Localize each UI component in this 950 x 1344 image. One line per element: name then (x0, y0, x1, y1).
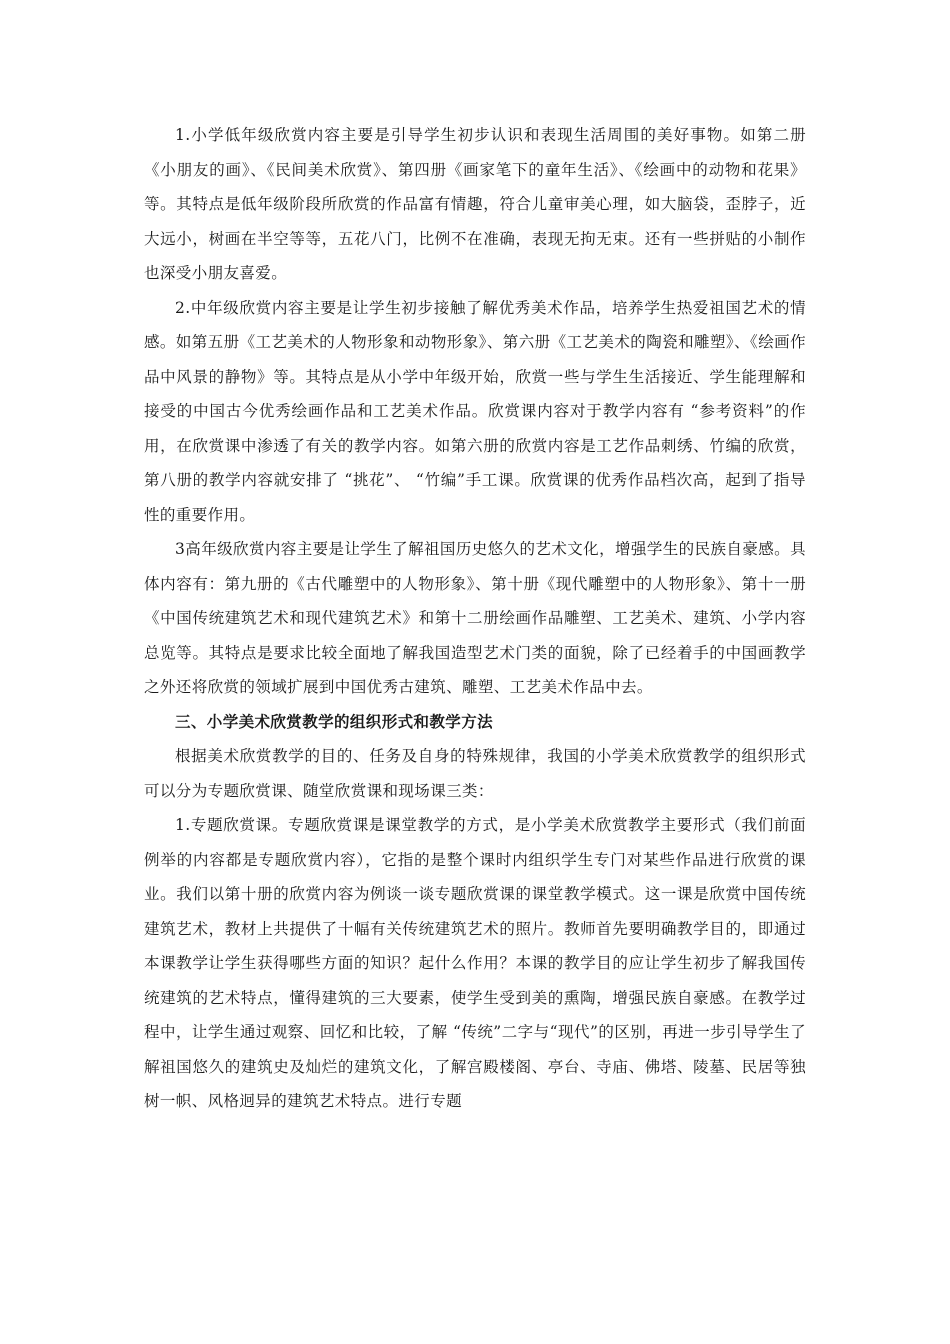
paragraph-organization-forms: 根据美术欣赏教学的目的、任务及自身的特殊规律，我国的小学美术欣赏教学的组织形式可以分为专题欣赏课、随堂欣赏课和现场课三类： (144, 747, 806, 800)
paragraph-lower-grade: 1.小学低年级欣赏内容主要是引导学生初步认识和表现生活周围的美好事物。如第二册《小朋友的画》、《民间美术欣赏》、第四册《画家笔下的童年生活》、《绘画中的动物和花果》等。其特点是低年级阶段所欣赏的作品富有情趣，符合儿童审美心理，如大脑袋，歪脖子，近大远小，树画在半空等等，五花八门，比例不在准确，表现无拘无束。还有一些拼贴的小制作也深受小朋友喜爱。 (144, 126, 806, 282)
section-heading: 三、小学美术欣赏教学的组织形式和教学方法 (175, 711, 494, 731)
document-page (144, 118, 806, 1119)
paragraph-thematic-class: 1.专题欣赏课。专题欣赏课是课堂教学的方式，是小学美术欣赏教学主要形式（我们前面例举的内容都是专题欣赏内容），它指的是整个课时内组织学生专门对某些作品进行欣赏的课业。我们以第十册的欣赏内容为例谈一谈专题欣赏课的课堂教学模式。这一课是欣赏中国传统建筑艺术，教材上共提供了十幅有关传统建筑艺术的照片。教师首先要明确教学目的，即通过本课教学让学生获得哪些方面的知识？起什么作用？本课的教学目的应让学生初步了解我国传统建筑的艺术特点，懂得建筑的三大要素，使学生受到美的熏陶，增强民族自豪感。在教学过程中，让学生通过观察、回忆和比较，了解 “传统”二字与“现代”的区别，再进一步引导学生了解祖国悠久的建筑史及灿烂的建筑文化，了解宫殿楼阁、亭台、寺庙、佛塔、陵墓、民居等独树一帜、风格迥异的建筑艺术特点。进行专题 (144, 816, 806, 1110)
paragraph-middle-grade: 2.中年级欣赏内容主要是让学生初步接触了解优秀美术作品，培养学生热爱祖国艺术的情感。如第五册《工艺美术的人物形象和动物形象》、第六册《工艺美术的陶瓷和雕塑》、《绘画作品中风景的静物》等。其特点是从小学中年级开始，欣赏一些与学生生活接近、学生能理解和接受的中国古今优秀绘画作品和工艺美术作品。欣赏课内容对于教学内容有 “参考资料”的作用，在欣赏课中渗透了有关的教学内容。如第六册的欣赏内容是工艺作品刺绣、竹编的欣赏，第八册的教学内容就安排了 “挑花”、 “竹编”手工课。欣赏课的优秀作品档次高，起到了指导性的重要作用。 (144, 298, 806, 524)
paragraph-upper-grade: 3高年级欣赏内容主要是让学生了解祖国历史悠久的艺术文化，增强学生的民族自豪感。具体内容有：第九册的《古代雕塑中的人物形象》、第十册《现代雕塑中的人物形象》、第十一册《中国传统建筑艺术和现代建筑艺术》和第十二册绘画作品雕塑、工艺美术、建筑、小学内容总览等。其特点是要求比较全面地了解我国造型艺术门类的面貌，除了已经着手的中国画教学之外还将欣赏的领域扩展到中国优秀古建筑、雕塑、工艺美术作品中去。 (144, 540, 806, 696)
